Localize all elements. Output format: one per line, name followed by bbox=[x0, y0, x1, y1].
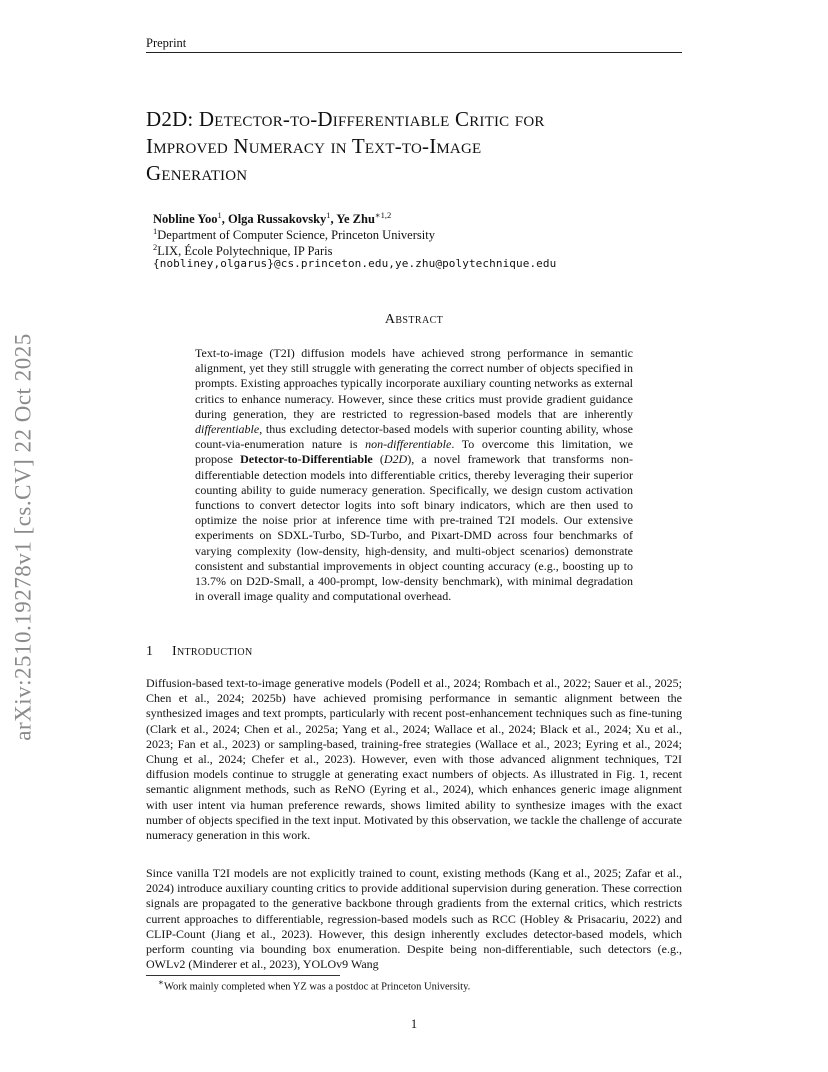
arxiv-stamp-text: arXiv:2510.19278v1 [cs.CV] 22 Oct 2025 bbox=[11, 332, 36, 741]
footnote-text: Work mainly completed when YZ was a postdoc at Princeton University. bbox=[163, 981, 471, 993]
abstract-emphasis: differentiable bbox=[195, 422, 260, 437]
abstract-method-name: Detector-to-Differentiable bbox=[240, 452, 373, 467]
author-affil-mark: 1 bbox=[326, 210, 331, 220]
abstract-heading: Abstract bbox=[384, 312, 444, 327]
author-list: Nobline Yoo$^1$, Olga Russakovsky$^1$, Ye Zhu$^{∗1,2}$ bbox=[153, 210, 392, 227]
arxiv-stamp bbox=[3, 299, 45, 774]
header-rule bbox=[146, 52, 682, 53]
affiliation-mark: 2 bbox=[153, 242, 158, 252]
abstract-body bbox=[195, 346, 633, 604]
section-title: Introduction bbox=[172, 644, 253, 659]
abstract-emphasis: non-differentiable bbox=[365, 437, 452, 452]
abstract-text: ), a novel framework that transforms non-differentiable detection models into differentiable critics, thereby leveraging their superior counting ability to guide numeracy generation. Specifically, we design custom activation functions to convert detector logits into soft binary indicators, which are then used to optimize the noise prior at inference time with pre-trained T2I models. Our extensive experiments on SDXL-Turbo, SD-Turbo, and Pixart-DMD across four benchmarks of varying complexity (low-density, high-density, and multi-object scenarios) demonstrate consistent and substantial improvements in object counting accuracy (e.g., boosting up to 13.7% on D2D-Small, a 400-prompt, low-density benchmark), with minimal degradation in overall image quality and computational overhead. bbox=[195, 452, 634, 604]
abstract-text: Text-to-image (T2I) diffusion models have achieved strong performance in semantic alignment, yet they still struggle with generating the correct number of objects specified in prompts. Existing approaches typically incorporate auxiliary counting networks as external critics to enhance numeracy. However, since these critics must provide gradient guidance during generation, they are restricted to regression-based models that are inherently bbox=[195, 346, 633, 421]
title-line-1: D2D: Detector-to-Differentiable Critic for bbox=[146, 107, 545, 131]
affiliation-mark: 1 bbox=[153, 226, 158, 236]
section-heading-introduction bbox=[146, 644, 252, 660]
title-line-3: Generation bbox=[146, 161, 248, 185]
paper-title bbox=[146, 106, 686, 187]
footnote-mark: ∗ bbox=[158, 977, 164, 987]
abstract-text: , thus excluding detector-based models with superior counting ability, whose count-via-enumeration nature is bbox=[195, 422, 633, 452]
author-name: Olga Russakovsky bbox=[227, 212, 327, 227]
affiliation-text: Department of Computer Science, Princeton University bbox=[157, 228, 435, 243]
page-number: 1 bbox=[410, 1017, 418, 1031]
affiliation-1 bbox=[153, 226, 435, 243]
abstract-text: ( bbox=[372, 452, 384, 467]
section-number: 1 bbox=[146, 644, 154, 659]
title-line-2: Improved Numeracy in Text-to-Image bbox=[146, 134, 482, 158]
author-affil-mark: 1 bbox=[217, 210, 222, 220]
intro-paragraph-2: Since vanilla T2I models are not explicitly trained to count, existing methods (Kang et al., 2025; Zafar et al., 2024) introduce auxiliary counting critics to provide additional supervision during generation. These correction signals are propagated to the generative backbone through gradients from the external critics, which restricts current approaches to differentiable, regression-based models such as RCC (Hobley & Prisacariu, 2022) and CLIP-Count (Jiang et al., 2023). However, this design inherently excludes detector-based models, which perform counting via bounding box enumeration. Despite being non-differentiable, such detectors (e.g., OWLv2 (Minderer et al., 2023), YOLOv9 Wang bbox=[146, 866, 682, 972]
abstract-text: . To overcome this limitation, we propose bbox=[195, 437, 634, 467]
affiliation-text: LIX, École Polytechnique, IP Paris bbox=[157, 244, 333, 259]
author-emails: {nobliney,olgarus}@cs.princeton.edu,ye.zhu@polytechnique.edu bbox=[153, 257, 557, 270]
author-name: Nobline Yoo bbox=[153, 212, 218, 227]
intro-paragraph-1: Diffusion-based text-to-image generative models (Podell et al., 2024; Rombach et al., 2022; Sauer et al., 2025; Chen et al., 2024; 2025b) have achieved promising performance in semantic alignment between the synthesized images and text prompts, particularly with recent post-enhancement techniques such as fine-tuning (Clark et al., 2024; Chen et al., 2025a; Yang et al., 2024; Wallace et al., 2024; Black et al., 2024; Xu et al., 2023; Fan et al., 2023) or sampling-based, training-free strategies (Wallace et al., 2023; Eyring et al., 2024; Chung et al., 2024; Chefer et al., 2023). However, even with those advanced alignment techniques, T2I diffusion models continue to struggle at generating exact numbers of objects. As illustrated in Fig. 1, recent semantic alignment methods, such as ReNO (Eyring et al., 2024), which enhances generic image alignment with user intent via human preference rewards, shows limited ability to synthesize images with the exact number of objects specified in the text input. Motivated by this observation, we tackle the challenge of accurate numeracy generation in this work. bbox=[146, 676, 682, 843]
footnote bbox=[158, 977, 470, 993]
author-affil-mark: ∗1,2 bbox=[374, 210, 392, 220]
running-head: Preprint bbox=[146, 36, 187, 50]
footnote-rule bbox=[146, 975, 340, 976]
author-name: Ye Zhu bbox=[336, 212, 375, 227]
abstract-emphasis: D2D bbox=[383, 452, 408, 467]
